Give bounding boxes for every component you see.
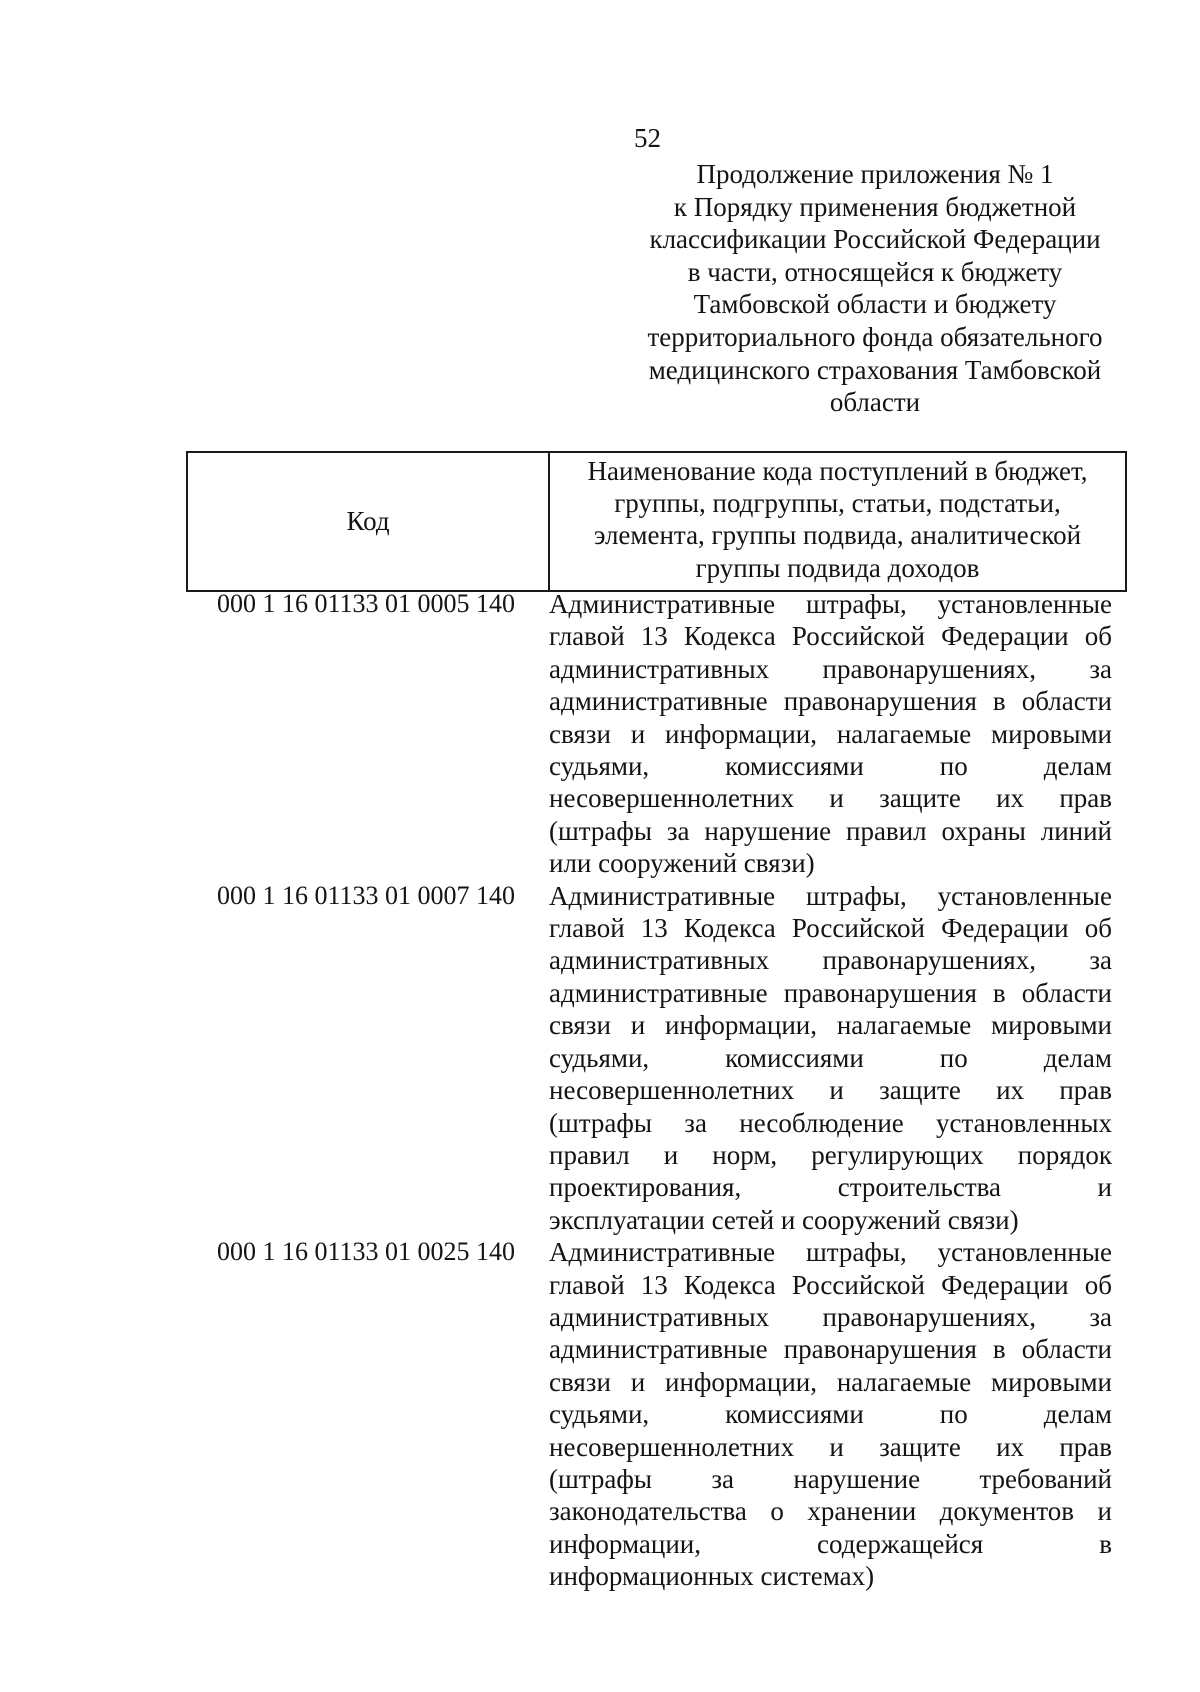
row-description-line: (штрафы за нарушение правил охраны линий: [549, 815, 1112, 846]
column-header-name: [550, 453, 1125, 590]
row-description-line: судьями, комиссиями по делам: [549, 751, 1112, 782]
row-description: [549, 880, 1112, 1236]
appendix-header-line: к Порядку применения бюджетной: [673, 191, 1077, 222]
column-header-name-line: группы, подгруппы, статьи, подстатьи,: [614, 488, 1061, 519]
row-description: [549, 1236, 1112, 1592]
table-row: [186, 588, 1127, 880]
appendix-header-line: в части, относящейся к бюджету: [687, 256, 1063, 287]
row-description-line: законодательства о хранении документов и: [549, 1496, 1112, 1527]
row-description-line: связи и информации, налагаемые мировыми: [549, 1010, 1112, 1041]
row-description-line: административных правонарушениях, за: [549, 945, 1112, 976]
appendix-header-line: Тамбовской области и бюджету: [693, 289, 1057, 320]
row-description-line: информационных системах): [549, 1561, 875, 1592]
row-description-line: несовершеннолетних и защите их прав: [549, 1075, 1112, 1106]
row-description: [549, 588, 1112, 880]
row-description-line: судьями, комиссиями по делам: [549, 1399, 1112, 1430]
row-description-line: несовершеннолетних и защите их прав: [549, 783, 1112, 814]
row-description-line: связи и информации, налагаемые мировыми: [549, 1366, 1112, 1397]
row-description-line: главой 13 Кодекса Российской Федерации об: [549, 1269, 1112, 1300]
page-number: 52: [634, 123, 661, 153]
appendix-header-line: области: [829, 387, 921, 418]
row-description-line: административные правонарушения в области: [549, 977, 1112, 1008]
column-header-name-line: элемента, группы подвида, аналитической: [593, 520, 1082, 551]
appendix-header-line: территориального фонда обязательного: [647, 321, 1103, 352]
row-description-line: судьями, комиссиями по делам: [549, 1042, 1112, 1073]
column-header-name-line: группы подвида доходов: [695, 552, 980, 583]
row-description-line: или сооружений связи): [549, 848, 815, 879]
row-description-line: административные правонарушения в области: [549, 1334, 1112, 1365]
row-description-line: проектирования, строительства и: [549, 1172, 1112, 1203]
row-description-line: несовершеннолетних и защите их прав: [549, 1431, 1112, 1462]
row-code: 000 1 16 01133 01 0007 140: [216, 880, 516, 910]
table-row: [186, 880, 1127, 1236]
row-description-line: (штрафы за несоблюдение установленных: [549, 1107, 1112, 1138]
row-description-line: правил и норм, регулирующих порядок: [549, 1139, 1112, 1170]
row-description-line: административных правонарушениях, за: [549, 1301, 1112, 1332]
row-description-line: главой 13 Кодекса Российской Федерации об: [549, 913, 1112, 944]
row-description-line: эксплуатации сетей и сооружений связи): [549, 1204, 1019, 1235]
appendix-header: [625, 158, 1125, 419]
table-header: [186, 451, 1127, 592]
appendix-header-line: Продолжение приложения № 1: [696, 159, 1054, 189]
column-header-code: Код: [188, 453, 550, 590]
table-row: [186, 1236, 1127, 1592]
row-description-line: главой 13 Кодекса Российской Федерации об: [549, 621, 1112, 652]
column-header-name-line: Наименование кода поступлений в бюджет,: [587, 456, 1088, 486]
row-code: 000 1 16 01133 01 0025 140: [216, 1237, 516, 1267]
row-description-line: Административные штрафы, установленные: [549, 880, 1112, 911]
row-description-line: административные правонарушения в области: [549, 686, 1112, 717]
row-description-line: информации, содержащейся в: [549, 1528, 1112, 1559]
appendix-header-line: медицинского страхования Тамбовской: [648, 354, 1102, 385]
row-description-line: Административные штрафы, установленные: [549, 1237, 1112, 1268]
table-body: [186, 588, 1127, 1593]
row-code: 000 1 16 01133 01 0005 140: [216, 589, 516, 618]
row-description-line: Административные штрафы, установленные: [549, 589, 1112, 619]
appendix-header-line: классификации Российской Федерации: [649, 224, 1101, 255]
row-description-line: связи и информации, налагаемые мировыми: [549, 718, 1112, 749]
row-description-line: административных правонарушениях, за: [549, 653, 1112, 684]
row-description-line: (штрафы за нарушение требований: [549, 1463, 1112, 1494]
